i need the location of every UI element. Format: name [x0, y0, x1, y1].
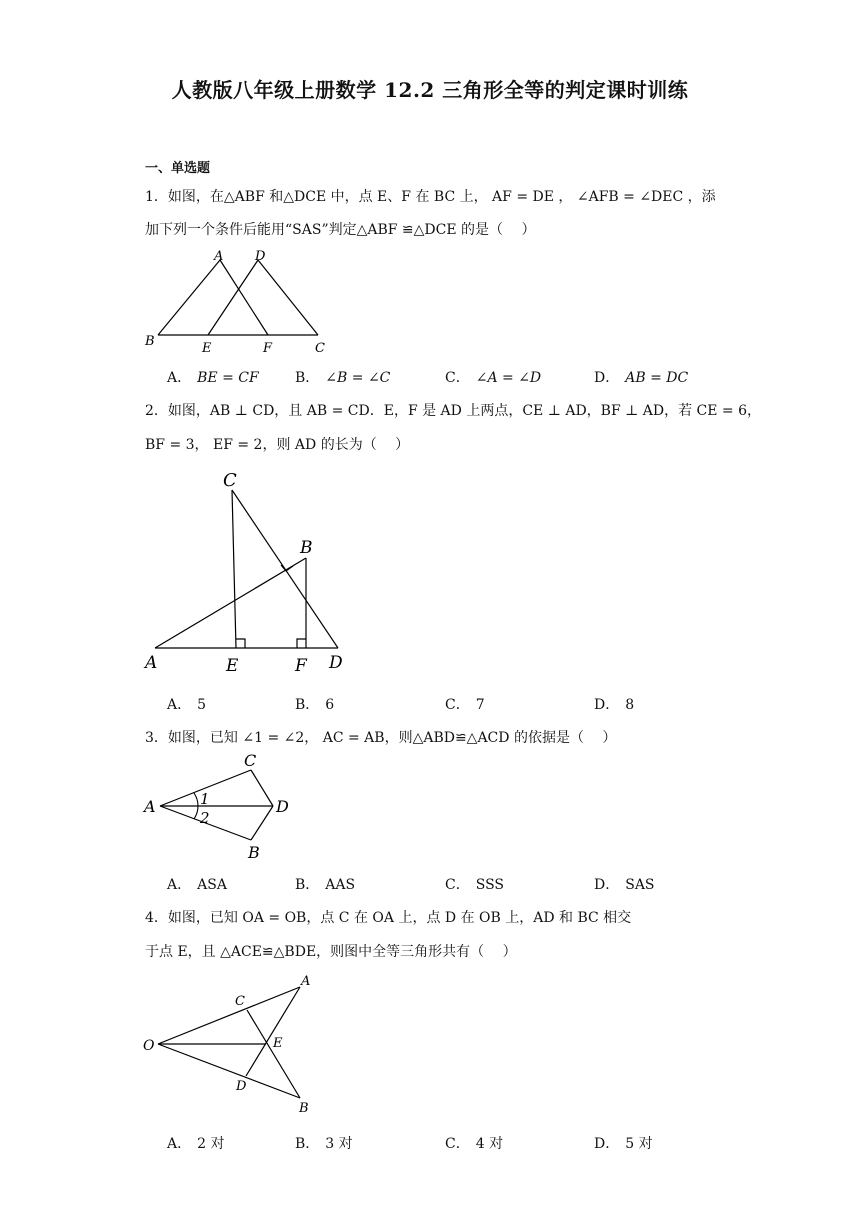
- q3-figure: [140, 752, 310, 867]
- q1-label-c: C: [315, 341, 325, 356]
- q1-stem-line2: 加下列一个条件后能用“SAS”判定△ABF ≌△DCE 的是（ ）: [145, 222, 536, 238]
- q2-label-e: E: [226, 656, 239, 676]
- q2-segment-ab: [155, 558, 306, 648]
- q2-option-d[interactable]: D． 8: [594, 697, 635, 713]
- q4-stem-line1: 4．如图，已知 OA = OB，点 C 在 OA 上，点 D 在 OB 上，AD 和 BC 相交: [145, 910, 632, 926]
- q1-option-c[interactable]: C． ∠A = ∠D: [445, 370, 542, 386]
- q1-segment-af: [220, 260, 268, 335]
- q3-label-a: A: [144, 797, 156, 816]
- page-title: 人教版八年级上册数学 12.2 三角形全等的判定课时训练: [171, 78, 689, 102]
- q4-segment-ad: [246, 987, 300, 1076]
- q3-label-d: D: [276, 797, 289, 816]
- q2-label-b: B: [300, 538, 313, 558]
- q1-option-a[interactable]: A． BE = CF: [167, 370, 259, 386]
- q2-right-angle-f: [297, 639, 306, 648]
- q2-label-a: A: [145, 653, 158, 673]
- q4-label-c: C: [235, 994, 245, 1009]
- q3-stem-line1: 3．如图，已知 ∠1 = ∠2， AC = AB，则△ABD≌△ACD 的依据是（ ）: [145, 730, 617, 746]
- q1-segment-ba: [158, 260, 220, 335]
- q1-stem-line1: 1．如图，在△ABF 和△DCE 中，点 E、F 在 BC 上， AF = DE ， ∠AFB = ∠DEC ，添: [145, 189, 716, 205]
- q4-option-c[interactable]: C． 4 对: [445, 1136, 504, 1152]
- q1-label-b: B: [145, 334, 155, 349]
- q3-angle-arc-2: [194, 806, 198, 819]
- q3-segment-cd: [251, 770, 273, 806]
- q2-label-c: C: [223, 470, 237, 491]
- q1-figure: [140, 245, 340, 355]
- q1-option-b[interactable]: B． ∠B = ∠C: [295, 370, 391, 386]
- q4-option-d[interactable]: D． 5 对: [594, 1136, 653, 1152]
- q3-segment-bd: [251, 806, 273, 840]
- q4-label-a: A: [301, 974, 311, 989]
- section-heading: 一、单选题: [145, 161, 211, 176]
- q4-segment-ob: [158, 1044, 300, 1098]
- q4-label-b: B: [299, 1101, 309, 1116]
- q1-label-f: F: [263, 341, 273, 356]
- q4-option-b[interactable]: B． 3 对: [295, 1136, 353, 1152]
- q2-option-b[interactable]: B． 6: [295, 697, 335, 713]
- q2-segment-ce: [232, 490, 236, 648]
- q3-option-d[interactable]: D． SAS: [594, 877, 655, 893]
- q4-segment-bc: [247, 1010, 300, 1098]
- q3-label-c: C: [244, 751, 257, 770]
- q3-option-a[interactable]: A． ASA: [167, 877, 227, 893]
- q1-label-a: A: [214, 249, 224, 264]
- q4-label-d: D: [236, 1079, 247, 1094]
- q3-label-1: 1: [200, 790, 210, 808]
- q1-label-d: D: [255, 249, 266, 264]
- q1-label-e: E: [202, 341, 212, 356]
- q4-figure: [140, 970, 330, 1120]
- q3-option-b[interactable]: B． AAS: [295, 877, 356, 893]
- q1-segment-ed: [208, 260, 258, 335]
- q4-label-o: O: [143, 1038, 155, 1054]
- q2-stem-line1: 2．如图，AB ⊥ CD，且 AB = CD．E，F 是 AD 上两点，CE ⊥ AD，BF ⊥ AD，若 CE = 6，: [145, 403, 761, 419]
- q3-angle-arc-1: [194, 793, 198, 806]
- q3-label-2: 2: [200, 809, 210, 827]
- q3-label-b: B: [248, 843, 260, 862]
- q4-stem-line2: 于点 E，且 △ACE≌△BDE，则图中全等三角形共有（ ）: [145, 944, 517, 960]
- q4-label-e: E: [273, 1036, 283, 1051]
- q4-option-a[interactable]: A． 2 对: [167, 1136, 225, 1152]
- q2-option-c[interactable]: C． 7: [445, 697, 485, 713]
- q2-label-d: D: [329, 653, 343, 673]
- q2-stem-line2: BF = 3， EF = 2，则 AD 的长为（ ）: [145, 437, 410, 453]
- q3-option-c[interactable]: C． SSS: [445, 877, 504, 893]
- q2-option-a[interactable]: A． 5: [167, 697, 207, 713]
- q2-label-f: F: [295, 656, 307, 676]
- q2-right-angle-e: [236, 639, 245, 648]
- q2-figure: [140, 465, 370, 680]
- q1-option-d[interactable]: D． AB = DC: [594, 370, 689, 386]
- q1-segment-dc: [258, 260, 318, 335]
